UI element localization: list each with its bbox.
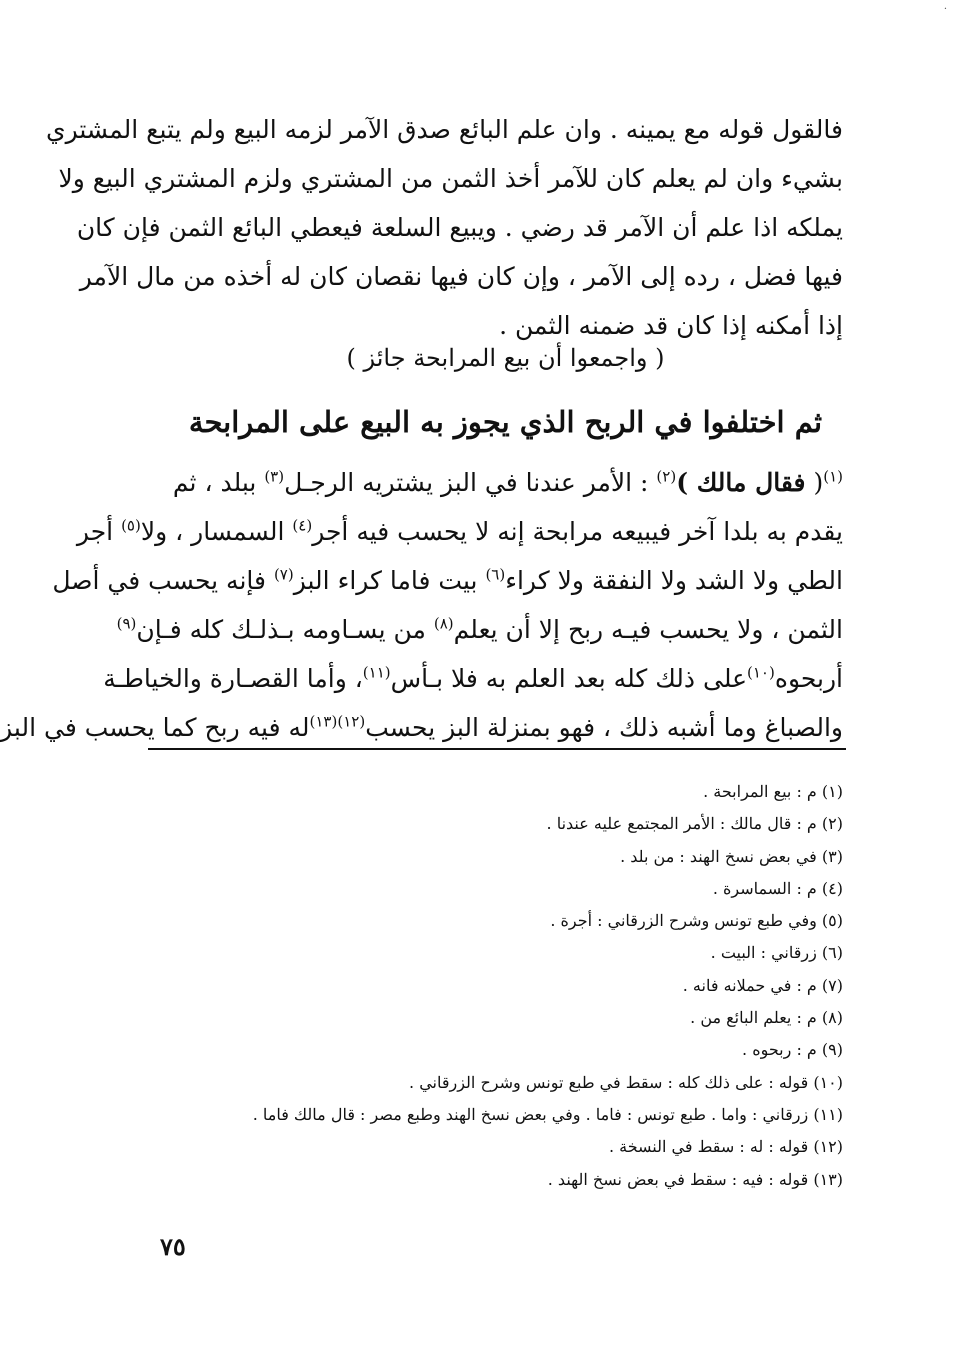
footnote-item: (١٠) قوله : على ذلك كله : سقط في طبع تونس وشرح الزرقاني .: [409, 1072, 843, 1092]
section-heading: ثم اختلفوا في الربح الذي يجوز به البيع على المرابحة: [188, 405, 823, 439]
text-run: من يسـاومه بـذلـك كله فـإن: [136, 615, 434, 644]
text-line: [103, 654, 843, 703]
footnote-ref: (١١): [362, 663, 391, 682]
footnote-item: (١٢) قوله : له : سقط في النسخة .: [608, 1137, 843, 1157]
text-run: (: [805, 468, 824, 497]
text-run: : الأمر عندنا في البز يشتريه الرجـل: [284, 468, 657, 497]
footnote-ref: (١٢)(١٣): [309, 712, 366, 731]
footnotes: [228, 776, 843, 1196]
paragraph-1: [46, 105, 843, 350]
text-line: فيها فضل ، رده إلى الآمر ، وإن كان فيها نقصان كان له أخذه من مال الآمر: [79, 262, 843, 291]
footnote-item: (٩) م : ربحوه .: [742, 1040, 843, 1060]
text-line: [76, 507, 843, 556]
text-line: بشيء وان لم يعلم كان للآمر أخذ الثمن من المشتري ولزم المشتري البيع ولا: [58, 164, 843, 193]
footnote-item: (٢) م : قال مالك : الأمر المجتمع عليه عندنا .: [546, 814, 843, 834]
page-number: ٧٥: [160, 1232, 186, 1261]
text-line: يملكه اذا علم أن الآمر قد رضي . ويبيع السلعة فيعطي البائع الثمن فإن كان: [76, 213, 843, 242]
footnote-item: (٤) م : السماسرة .: [712, 878, 843, 898]
text-run: فإنه يحسب في أصل: [52, 566, 274, 595]
text-run: الطي ولا الشد ولا النفقة ولا كراء: [505, 566, 843, 595]
footnote-ref: (١٠): [747, 663, 775, 682]
corner-mark: ·: [943, 4, 947, 15]
text-line: [0, 703, 843, 752]
footnote-item: (١) م : بيع المرابحة .: [703, 782, 843, 801]
footnote-ref: (٥): [121, 516, 141, 535]
text-run: أربحوه: [774, 664, 843, 693]
text-line: [52, 556, 843, 605]
footnote-ref: (٩): [116, 614, 137, 633]
text-run: بيت فاما كراء البز: [293, 566, 486, 595]
text-run: ، وأما القصـارة والخياطـة: [103, 664, 363, 693]
text-run: أجر: [76, 517, 122, 546]
centered-note: ( واجمعوا أن بيع المرابحة جائز ): [346, 344, 665, 372]
text-run: له فيه ربح كما يحسب في البز: [0, 713, 310, 742]
text-run: ببلد ، ثم: [172, 468, 265, 497]
footnote-ref: (٦): [485, 565, 506, 584]
footnote-ref: (٢): [656, 467, 677, 486]
footnote-ref: (٧): [273, 565, 294, 584]
text-line: فالقول قوله مع يمينه . وان علم البائع صدق الآمر لزمه البيع ولم يتبع المشتري: [46, 115, 843, 144]
footnote-ref: (٨): [433, 614, 454, 633]
footnote-ref: (٤): [292, 516, 313, 535]
footnote-ref: (٣): [264, 467, 285, 486]
text-run: على ذلك كله بعد العلم به فلا بـأس: [390, 664, 748, 693]
footnote-divider: [148, 748, 846, 750]
paragraph-2: [0, 458, 843, 752]
footnote-item: (٥) وفي طبع تونس وشرح الزرقاني : أجرة .: [550, 911, 843, 931]
text-run: والصباغ وما أشبه ذلك ، فهو بمنزلة البز يحسب: [365, 713, 843, 742]
footnote-item: (٣) في بعض نسخ الهند : من بلد .: [620, 846, 843, 866]
text-run: الثمن ، ولا يحسب فيـه ربح إلا أن يعلم: [453, 615, 843, 644]
footnote-item: (١٣) قوله : فيه : سقط في بعض نسخ الهند .: [547, 1169, 843, 1189]
footnote-item: (٧) م : في حملانه فانه .: [682, 975, 843, 995]
text-line: [168, 458, 843, 507]
text-line: إذا أمكنه إذا كان قد ضمنه الثمن .: [499, 311, 843, 340]
text-run: السمسار ، ولا: [140, 517, 293, 546]
footnote-item: (٦) زرقاني : البيت .: [710, 943, 843, 963]
footnote-ref: (١): [823, 467, 843, 486]
text-line: [116, 605, 843, 654]
footnote-item: (١١) زرقاني : واما . طبع تونس : فاما . وفي بعض نسخ الهند وطبع مصر : قال مالك فاما .: [252, 1104, 843, 1124]
speaker-label: فقال مالك ): [676, 468, 806, 497]
text-run: يقدم به بلدا آخر فيبيعه مرابحة إنه لا يحسب فيه أجر: [312, 517, 843, 546]
footnote-item: (٨) م : يعلم البائع من .: [690, 1008, 843, 1028]
